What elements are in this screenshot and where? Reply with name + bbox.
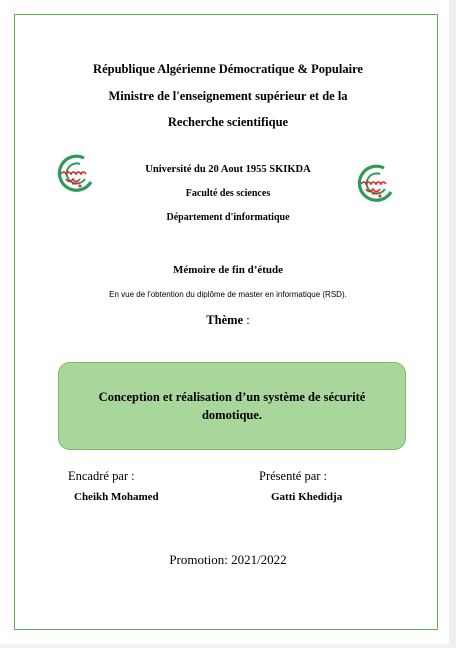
faculty-name: Faculté des sciences (185, 188, 271, 199)
presenter-label: Présenté par : (259, 469, 328, 483)
promotion-year: Promotion: 2021/2022 (169, 552, 287, 567)
theme-colon: : (243, 313, 250, 327)
presenter-name: Gatti Khedidja (271, 491, 343, 503)
thesis-type: Mémoire de fin d’étude (172, 264, 284, 276)
department-name: Département d'informatique (166, 212, 290, 223)
thesis-title: Conception et réalisation d’un système de sécurité domotique. (98, 389, 366, 422)
ministry-heading: Ministre de l'enseignement supérieur et de la (108, 89, 348, 103)
supervisor-label: Encadré par : (68, 469, 135, 483)
theme-box (58, 362, 406, 450)
thesis-subtitle: En vue de l'obtention du diplôme de master en informatique (RSD). (109, 290, 347, 299)
university-name: Université du 20 Aout 1955 SKIKDA (145, 164, 311, 175)
theme-heading (0, 313, 456, 328)
supervisor-name: Cheikh Mohamed (74, 491, 159, 503)
ministry-heading-continued: Recherche scientifique (167, 115, 289, 129)
page-bottom-shadow (0, 644, 456, 648)
theme-label: Thème (206, 313, 244, 327)
republic-heading: République Algérienne Démocratique & Populaire (93, 62, 363, 76)
